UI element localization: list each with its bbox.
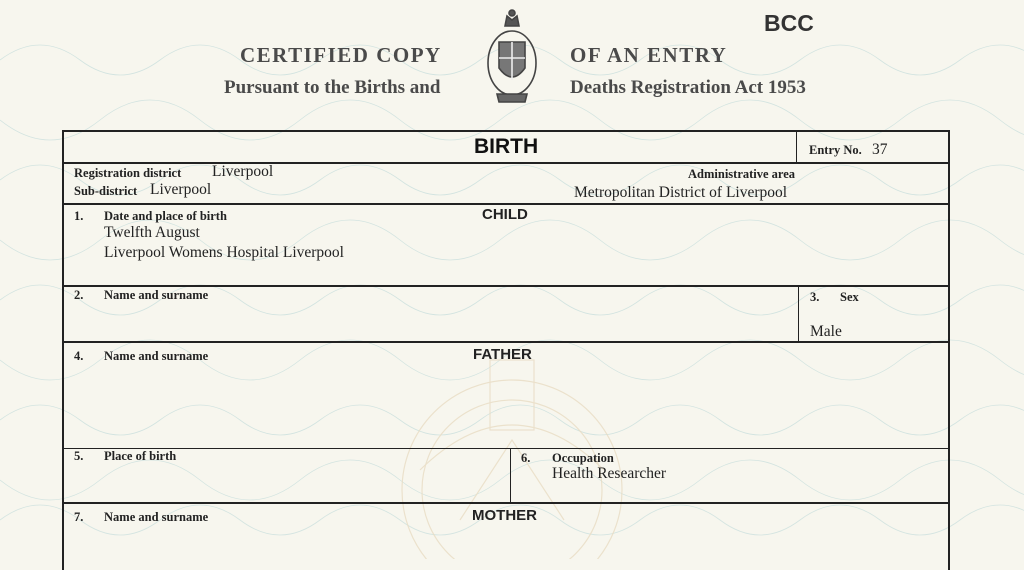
field-7-number: 7. xyxy=(74,510,84,524)
entry-number-value: 37 xyxy=(872,141,888,158)
child-place-of-birth: Liverpool Womens Hospital Liverpool xyxy=(104,244,344,261)
field-1-number: 1. xyxy=(74,209,84,223)
header-title-right: OF AN ENTRY xyxy=(570,43,728,67)
field-2-number: 2. xyxy=(74,288,84,302)
form-title: BIRTH xyxy=(474,135,539,158)
header-subtitle-right: Deaths Registration Act 1953 xyxy=(570,77,806,98)
field-6-number: 6. xyxy=(521,451,531,465)
divider xyxy=(64,448,948,449)
child-date-of-birth: Twelfth August xyxy=(104,224,200,241)
occupation-label: Occupation xyxy=(552,451,614,465)
sub-district-label: Sub-district xyxy=(74,184,138,198)
divider xyxy=(64,203,948,205)
document-code: BCC xyxy=(764,10,814,36)
father-place-of-birth-label: Place of birth xyxy=(104,449,177,463)
father-name-label: Name and surname xyxy=(104,349,209,363)
father-occupation-value: Health Researcher xyxy=(552,465,667,482)
date-place-of-birth-label: Date and place of birth xyxy=(104,209,227,223)
divider xyxy=(798,285,799,342)
administrative-area-value: Metropolitan District of Liverpool xyxy=(574,184,788,201)
administrative-area-label: Administrative area xyxy=(688,167,796,181)
field-5-number: 5. xyxy=(74,449,84,463)
divider xyxy=(510,448,511,503)
registration-district-value: Liverpool xyxy=(212,163,274,180)
mother-section-heading: MOTHER xyxy=(472,507,537,524)
divider xyxy=(796,132,797,163)
registration-district-label: Registration district xyxy=(74,166,182,180)
divider xyxy=(64,162,948,164)
child-name-label: Name and surname xyxy=(104,288,209,302)
entry-number-label: Entry No. xyxy=(809,143,862,157)
sex-label: Sex xyxy=(840,290,859,304)
mother-name-label: Name and surname xyxy=(104,510,209,524)
child-section-heading: CHILD xyxy=(482,206,528,223)
field-3-number: 3. xyxy=(810,290,820,304)
divider xyxy=(64,502,948,504)
header-subtitle-left: Pursuant to the Births and xyxy=(224,77,441,98)
header-title-left: CERTIFIED COPY xyxy=(240,43,442,67)
father-section-heading: FATHER xyxy=(473,346,532,363)
royal-coat-of-arms-icon xyxy=(481,8,543,108)
divider xyxy=(64,341,948,343)
field-4-number: 4. xyxy=(74,349,84,363)
sub-district-value: Liverpool xyxy=(150,181,212,198)
birth-entry-form xyxy=(62,130,950,570)
child-sex-value: Male xyxy=(810,323,842,340)
divider xyxy=(64,285,948,287)
